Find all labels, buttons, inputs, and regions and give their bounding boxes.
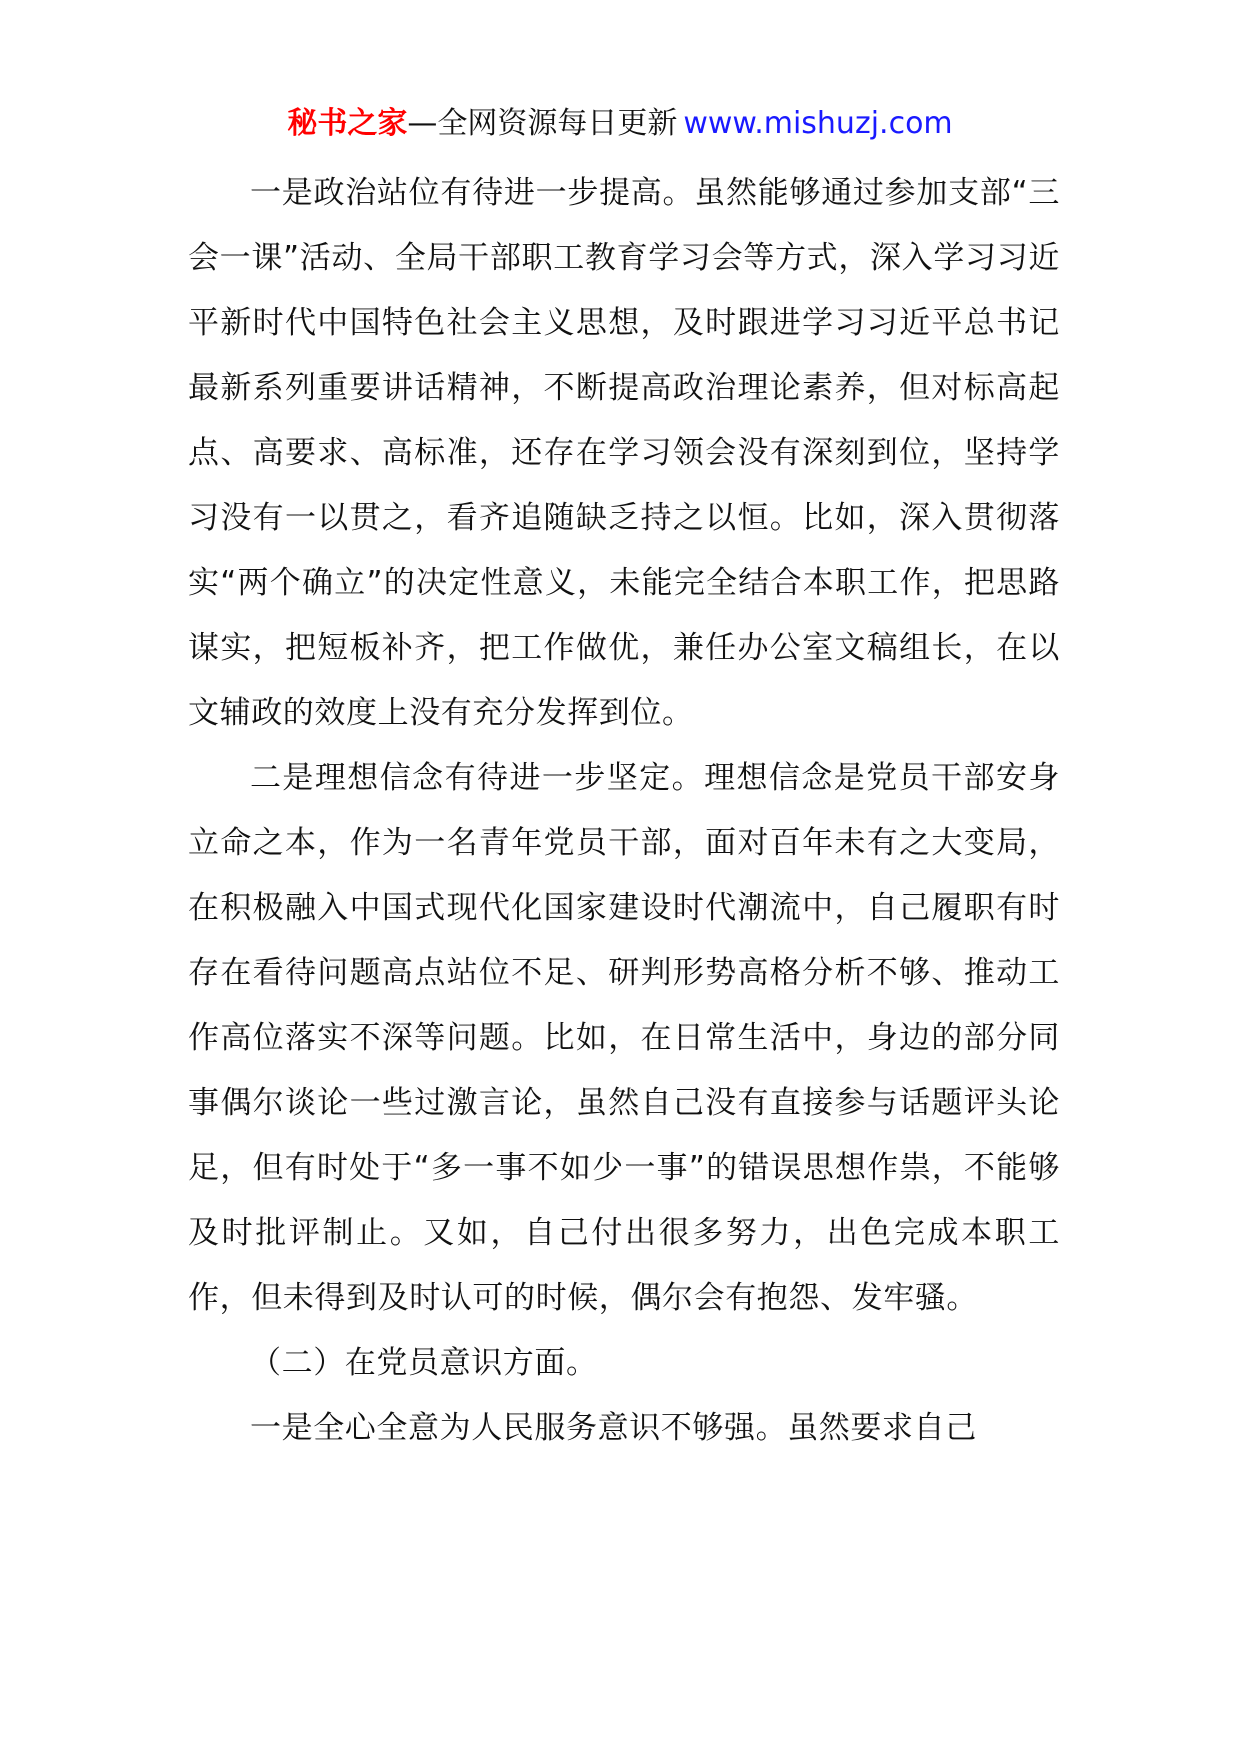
brand-name: 秘书之家 — [287, 106, 408, 141]
paragraph-ideals-beliefs: 二是理想信念有待进一步坚定。理想信念是党员干部安身立命之本，作为一名青年党员干部，面对百年未有之大变局，在积极融入中国式现代化国家建设时代潮流中，自己履职有时存在看待问题高点站位不足、研判形势高格分析不够、推动工作高位落实不深等问题。比如，在日常生活中，身边的部分同事偶尔谈论一些过激言论，虽然自己没有直接参与话题评头论足，但有时处于“多一事不如少一事”的错误思想作祟，不能够及时批评制止。又如，自己付出很多努力，出色完成本职工作，但未得到及时认可的时候，偶尔会有抱怨、发牢骚。 — [188, 760, 1060, 1316]
watermark-header — [0, 100, 1240, 148]
header-slogan: —全网资源每日更新 — [407, 106, 678, 141]
paragraph-political-stance: 一是政治站位有待进一步提高。虽然能够通过参加支部“三会一课”活动、全局干部职工教育学习会等方式，深入学习习近平新时代中国特色社会主义思想，及时跟进学习习近平总书记最新系列重要讲话精神，不断提高政治理论素养，但对标高起点、高要求、高标准，还存在学习领会没有深刻到位，坚持学习没有一以贯之，看齐追随缺乏持之以恒。比如，深入贯彻落实“两个确立”的决定性意义，未能完全结合本职工作，把思路谋实，把短板补齐，把工作做优，兼任办公室文稿组长，在以文辅政的效度上没有充分发挥到位。 — [188, 175, 1060, 731]
header-url-link[interactable]: www.mishuzj.com — [683, 106, 953, 141]
document-body — [188, 161, 1060, 1461]
section-heading-party-awareness: （二）在党员意识方面。 — [250, 1345, 598, 1381]
paragraph-serve-people: 一是全心全意为人民服务意识不够强。虽然要求自己 — [250, 1410, 977, 1446]
